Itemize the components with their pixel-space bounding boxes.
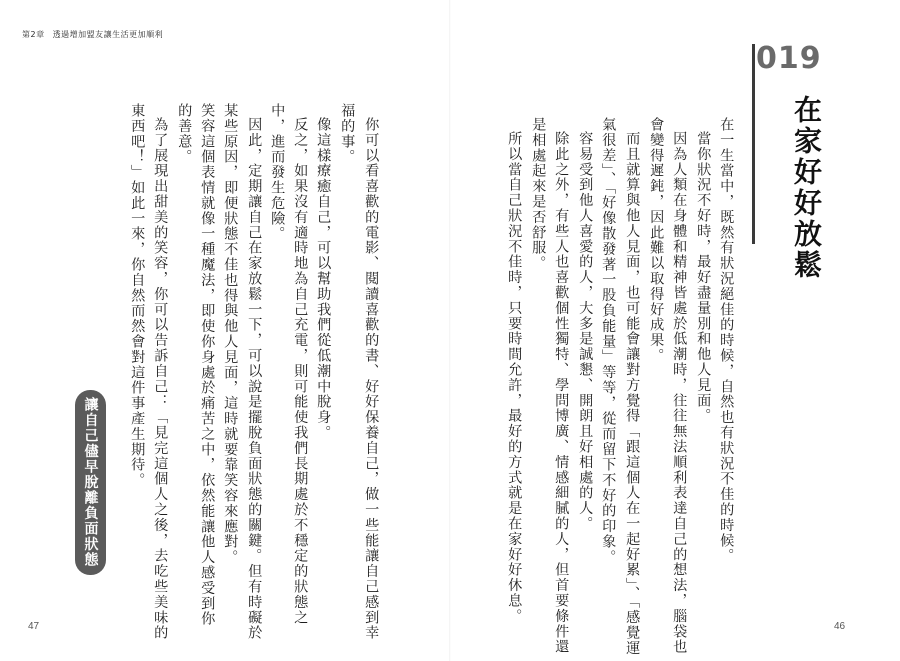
running-head (22, 29, 163, 40)
running-head-chapter: 第2章 (22, 30, 45, 39)
body-line: 容易受到他人喜愛的人，大多是誠懇、開朗且好相處的人。 (577, 131, 594, 532)
body-line: 你可以看喜歡的電影、閱讀喜歡的書、好好保養自己，做一些能讓自己感到幸 (363, 117, 380, 641)
chapter-title: 在家好好放鬆 (790, 95, 823, 281)
running-head-title: 透過增加盟友讓生活更加順利 (52, 30, 164, 39)
body-line: 反之，如果沒有適時地為自己充電，則可能使我們長期處於不穩定的狀態之 (292, 117, 309, 626)
body-line: 所以當自己狀況不佳時，只要時間允許，最好的方式就是在家好好休息。 (506, 131, 523, 624)
body-line: 東西吧！」如此一來，你自然而然會對這件事產生期待。 (129, 103, 146, 488)
right-page (450, 0, 900, 661)
page-number-left: 47 (28, 621, 40, 632)
body-line: 除此之外，有些人也喜歡個性獨特、學問博廣、情感細膩的人，但首要條件還 (553, 131, 570, 655)
body-line: 而且就算與他人見面，也可能會讓對方覺得「跟這個人在一起好累」、「感覺運 (624, 131, 641, 656)
body-line: 像這樣療癒自己，可以幫助我們從低潮中脫身。 (315, 117, 332, 441)
body-line: 笑容這個表情就像一種魔法，即使你身處於痛苦之中，依然能讓他人感受到你 (199, 103, 216, 627)
body-line: 中，進而發生危險。 (269, 103, 286, 242)
body-line: 因為人類在身體和精神皆處於低潮時，往往無法順利表達自己的想法，腦袋也 (671, 131, 688, 655)
body-line: 是相處起來是否舒服。 (530, 117, 547, 271)
section-label-text: 讓自己儘早脫離負面狀態 (82, 397, 99, 568)
body-line: 某些原因，即便狀態不佳也得與他人見面，這時就要靠笑容來應對。 (222, 103, 239, 565)
body-line: 在一生當中，既然有狀況絕佳的時候，自然也有狀況不佳的時候。 (718, 117, 735, 564)
body-line: 福的事。 (339, 103, 356, 165)
body-line: 會變得遲鈍，因此難以取得好成果。 (648, 117, 665, 364)
body-line: 氣很差」、「好像散發著一股負能量」等等，從而留下不好的印象。 (600, 117, 617, 565)
body-line: 的善意。 (176, 103, 193, 165)
body-line: 因此，定期讓自己在家放鬆一下，可以說是擺脫負面狀態的關鍵。但有時礙於 (246, 117, 263, 641)
body-line: 為了展現出甜美的笑容，你可以告訴自己：「見完這個人之後，去吃些美味的 (152, 117, 169, 641)
chapter-rule (752, 44, 755, 244)
body-line: 當你狀況不好時，最好盡量別和他人見面。 (695, 131, 712, 424)
section-label (75, 390, 106, 575)
chapter-number: 019 (756, 41, 822, 76)
page-number-right: 46 (834, 621, 846, 632)
